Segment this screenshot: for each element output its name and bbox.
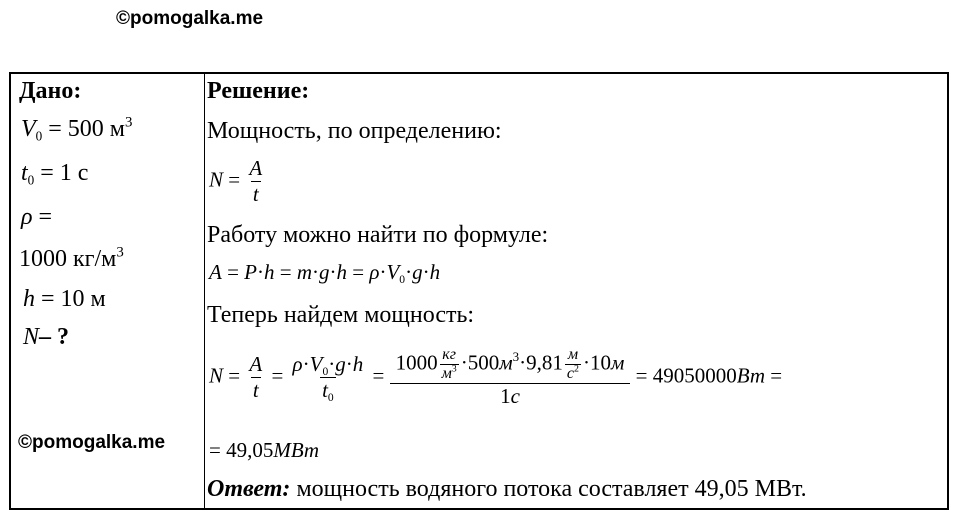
given-heading: Дано: (19, 78, 82, 104)
given-v0: $V_0 = 500$ $м^3$ (21, 114, 133, 144)
answer-text: мощность водяного потока составляет 49,05 МВт. (296, 476, 807, 502)
given-t0: $t_0 = 1$ с (21, 160, 89, 188)
given-rho-value: 1000 $кг/м^3$ (19, 244, 124, 272)
column-divider (204, 74, 205, 508)
solution-heading: Решение: (207, 78, 310, 104)
given-h: h = 10 м (23, 286, 106, 312)
given-rho: ρ = (21, 204, 53, 230)
solution-power-text: Теперь найдем мощность: (207, 302, 475, 328)
solution-definition-text: Мощность, по определению: (207, 118, 502, 144)
formula-work: $A = P\cdot h = m\cdot g\cdot h = \rho\cdot V_0\cdot g\cdot h$ (209, 260, 441, 287)
answer-label: Ответ: (207, 476, 291, 502)
formula-power-calculation: N = $\frac{A}{t}$ = $\frac{\rho\cdot V_0\cdot g\cdot h}{t_0}$ = 1000 $\frac{кг}{м^3}$ $\cdot 500м^3\cdot 9,81$ $\frac{м}{с^2}$ ·10м 1с = 49050000Вт = (209, 346, 783, 408)
formula-power-result: = 49,05МВт (209, 438, 320, 462)
watermark-bottom: ©pomogalka.me (18, 432, 166, 453)
given-n-unknown: N– ? (23, 324, 70, 350)
solution-work-text: Работу можно найти по формуле: (207, 222, 549, 248)
answer-line (207, 476, 807, 503)
watermark-top: ©pomogalka.me (116, 8, 264, 29)
formula-power-definition: N = $\frac{A}{t}$ (209, 156, 263, 206)
